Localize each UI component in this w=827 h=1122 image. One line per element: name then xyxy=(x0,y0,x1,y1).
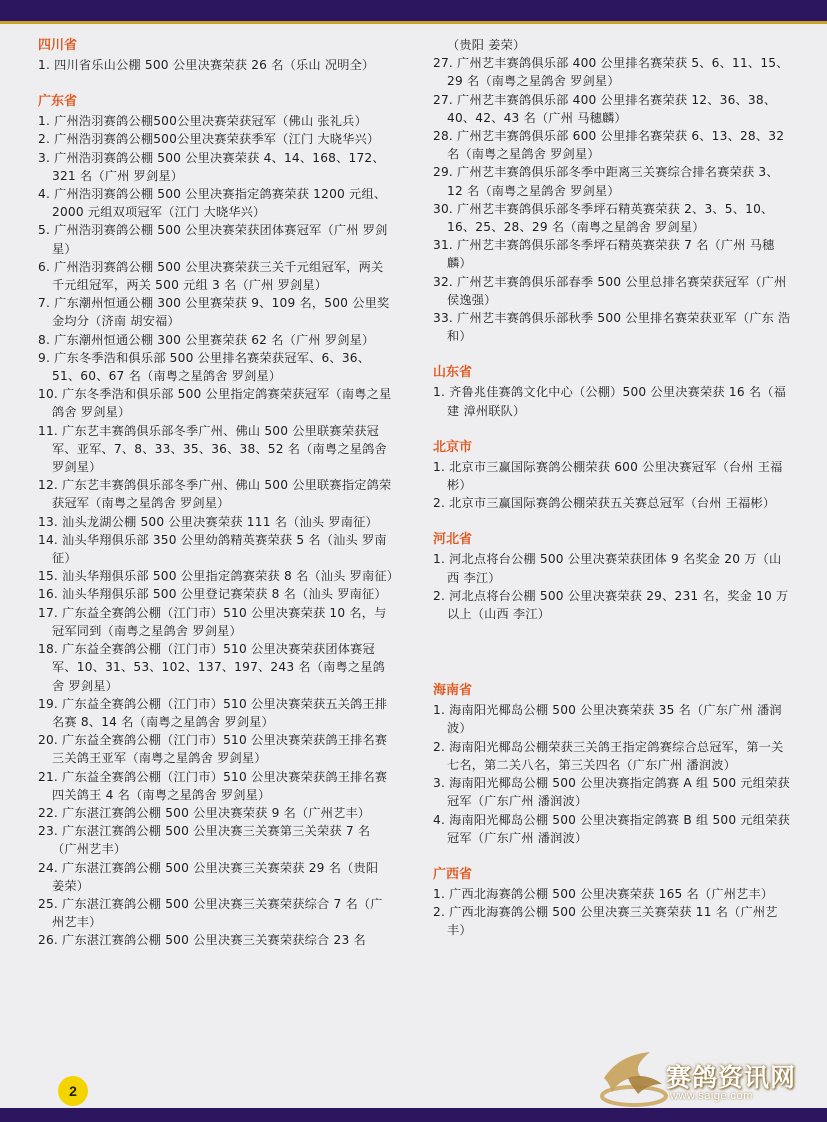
section-guangxi xyxy=(433,865,791,940)
award-item: 4. 海南阳光椰岛公棚 500 公里决赛指定鸽赛 B 组 500 元组荣获冠军（广东广州 潘润波） xyxy=(433,812,790,845)
award-item: 2. 海南阳光椰岛公棚荣获三关鸽王指定鸽赛综合总冠军，第一关七名，第二关八名，第三关四名（广东广州 潘润波） xyxy=(433,739,784,772)
continuation-line: （贵阳 姜荣） xyxy=(447,38,526,52)
award-item: 22. 广东湛江赛鸽公棚 500 公里决赛荣获 9 名（广州艺丰） xyxy=(38,805,371,820)
right-column xyxy=(433,36,791,940)
award-item: 2. 广州浩羽赛鸽公棚500公里决赛荣获季军（江门 大晓华兴） xyxy=(38,132,380,147)
section-title: 北京市 xyxy=(433,439,473,455)
section-title: 山东省 xyxy=(433,365,473,381)
award-list xyxy=(433,550,791,623)
logo-url: www.saige.com xyxy=(670,1090,753,1102)
award-item: 4. 广州浩羽赛鸽公棚 500 公里决赛指定鸽赛荣获 1200 元组、2000 元组双项冠军（江门 大晓华兴） xyxy=(38,187,387,220)
award-list xyxy=(38,112,400,949)
award-item: 29. 广州艺丰赛鸽俱乐部冬季中距离三关赛综合排名赛荣获 3、12 名（南粤之星鸽舍 罗剑星） xyxy=(433,165,779,198)
award-item: 27. 广州艺丰赛鸽俱乐部 400 公里排名赛荣获 12、36、38、40、42、43 名（广州 马穗麟） xyxy=(433,92,777,125)
award-item: 9. 广东冬季浩和俱乐部 500 公里排名赛荣获冠军、6、36、51、60、67 名（南粤之星鸽舍 罗剑星） xyxy=(38,350,371,384)
award-list xyxy=(433,383,791,419)
section-title: 海南省 xyxy=(433,683,473,699)
section-gap xyxy=(38,74,394,92)
top-band-gold-stripe xyxy=(0,21,827,24)
award-item: 8. 广东潮州恒通公棚 300 公里赛荣获 62 名（广州 罗剑星） xyxy=(38,332,375,347)
section-gap xyxy=(433,847,791,865)
award-item: 1. 广州浩羽赛鸽公棚500公里决赛荣获冠军（佛山 张礼兵） xyxy=(38,114,367,129)
section-guangdong-continued xyxy=(433,54,791,345)
award-item: 15. 汕头华翔俱乐部 500 公里指定鸽赛荣获 8 名（汕头 罗南征） xyxy=(38,569,400,584)
award-item: 32. 广州艺丰赛鸽俱乐部春季 500 公里总排名赛荣获冠军（广州 侯逸强） xyxy=(433,274,787,307)
award-item: 1. 广西北海赛鸽公棚 500 公里决赛荣获 165 名（广州艺丰） xyxy=(433,886,774,901)
logo-name: 赛鸽资讯网 xyxy=(666,1063,797,1092)
site-logo xyxy=(598,1048,798,1110)
section-guangdong xyxy=(38,92,400,949)
award-item: 28. 广州艺丰赛鸽俱乐部 600 公里排名赛荣获 6、13、28、32 名（南粤之星鸽舍 罗剑星） xyxy=(433,129,785,162)
award-item: 5. 广州浩羽赛鸽公棚 500 公里决赛荣获团体赛冠军（广州 罗剑星） xyxy=(38,223,388,256)
award-list xyxy=(433,701,791,847)
award-item: 16. 汕头华翔俱乐部 500 公里登记赛荣获 8 名（汕头 罗南征） xyxy=(38,587,387,602)
award-item: 25. 广东湛江赛鸽公棚 500 公里决赛三关赛荣获综合 7 名（广州艺丰） xyxy=(38,896,383,930)
award-item: 1. 齐鲁兆佳赛鸽文化中心（公棚）500 公里决赛荣获 16 名（福建 漳州联队） xyxy=(433,385,787,418)
section-title: 广西省 xyxy=(433,866,473,882)
award-item: 13. 汕头龙湖公棚 500 公里决赛荣获 111 名（汕头 罗南征） xyxy=(38,514,378,529)
award-list xyxy=(433,54,791,345)
section-title: 广东省 xyxy=(38,94,78,110)
pigeon-logo-icon xyxy=(598,1048,672,1110)
section-gap xyxy=(433,512,791,530)
award-item: 20. 广东益全赛鸽公棚（江门市）510 公里决赛荣获鸽王排名赛三关鸽王亚军（南粤之星鸽舍 罗剑星） xyxy=(38,733,388,766)
award-item: 11. 广东艺丰赛鸽俱乐部冬季广州、佛山 500 公里联赛荣获冠军、亚军、7、8、33、35、36、38、52 名（南粤之星鸽舍 罗剑星） xyxy=(38,423,387,475)
section-shandong xyxy=(433,363,791,419)
section-title: 四川省 xyxy=(38,38,78,53)
award-item: 7. 广东潮州恒通公棚 300 公里赛荣获 9、109 名，500 公里奖金均分（济南 胡安福） xyxy=(38,296,390,329)
award-item: 26. 广东湛江赛鸽公棚 500 公里决赛三关赛荣获综合 23 名 xyxy=(38,933,366,948)
award-item: 12. 广东艺丰赛鸽俱乐部冬季广州、佛山 500 公里联赛指定鸽荣获冠军（南粤之星鸽舍 罗剑星） xyxy=(38,478,392,511)
section-hebei xyxy=(433,530,791,623)
award-item: 1. 海南阳光椰岛公棚 500 公里决赛荣获 35 名（广东广州 潘润波） xyxy=(433,703,782,736)
award-item: 24. 广东湛江赛鸽公棚 500 公里决赛三关赛荣获 29 名（贵阳 姜荣） xyxy=(38,860,379,893)
section-gap xyxy=(433,345,791,363)
section-gap-large xyxy=(433,623,791,681)
award-item: 2. 北京市三赢国际赛鸽公棚荣获五关赛总冠军（台州 王福彬） xyxy=(433,496,776,511)
award-item: 10. 广东冬季浩和俱乐部 500 公里指定鸽赛荣获冠军（南粤之星鸽舍 罗剑星） xyxy=(38,387,392,420)
section-beijing xyxy=(433,438,791,513)
section-sichuan xyxy=(38,36,394,74)
award-item: 33. 广州艺丰赛鸽俱乐部秋季 500 公里排名赛荣获亚军（广东 浩和） xyxy=(433,311,791,344)
award-item: 21. 广东益全赛鸽公棚（江门市）510 公里决赛荣获鸽王排名赛四关鸽王 4 名（南粤之星鸽舍 罗剑星） xyxy=(38,769,388,802)
page-number-badge: 2 xyxy=(58,1076,88,1106)
award-item: 1. 北京市三赢国际赛鸽公棚荣获 600 公里决赛冠军（台州 王福彬） xyxy=(433,459,783,493)
award-item: 2. 河北点将台公棚 500 公里决赛荣获 29、231 名，奖金 10 万以上（山西 李江） xyxy=(433,588,789,622)
award-item: 31. 广州艺丰赛鸽俱乐部冬季坪石精英赛荣获 7 名（广州 马穗麟） xyxy=(433,238,775,271)
award-item: 6. 广州浩羽赛鸽公棚 500 公里决赛荣获三关千元组冠军，两关千元组冠军，两关 500 元组 3 名（广州 罗剑星） xyxy=(38,259,384,293)
award-item: 19. 广东益全赛鸽公棚（江门市）510 公里决赛荣获五关鸽王排名赛 8、14 名（南粤之星鸽舍 罗剑星） xyxy=(38,696,388,729)
award-item: 3. 海南阳光椰岛公棚 500 公里决赛指定鸽赛 A 组 500 元组荣获冠军（广东广州 潘润波） xyxy=(433,776,790,809)
award-list xyxy=(433,458,791,513)
award-item: 1. 四川省乐山公棚 500 公里决赛荣获 26 名（乐山 况明全） xyxy=(38,58,375,72)
award-item: 14. 汕头华翔俱乐部 350 公里幼鸽精英赛荣获 5 名（汕头 罗南征） xyxy=(38,532,387,566)
left-column xyxy=(38,36,400,950)
award-item: 1. 河北点将台公棚 500 公里决赛荣获团体 9 名奖金 20 万（山西 李江） xyxy=(433,552,782,585)
section-gap xyxy=(433,420,791,438)
award-item: 27. 广州艺丰赛鸽俱乐部 400 公里排名赛荣获 5、6、11、15、29 名（南粤之星鸽舍 罗剑星） xyxy=(433,56,789,89)
top-band xyxy=(0,0,827,24)
section-hainan xyxy=(433,681,791,847)
award-list xyxy=(38,56,394,74)
award-item: 2. 广西北海赛鸽公棚 500 公里决赛三关赛荣获 11 名（广州艺丰） xyxy=(433,905,778,938)
award-item: 18. 广东益全赛鸽公棚（江门市）510 公里决赛荣获团体赛冠军、10、31、53、102、137、197、243 名（南粤之星鸽舍 罗剑星） xyxy=(38,642,386,693)
award-item: 23. 广东湛江赛鸽公棚 500 公里决赛三关赛第三关荣获 7 名（广州艺丰） xyxy=(38,824,371,857)
award-item: 17. 广东益全赛鸽公棚（江门市）510 公里决赛荣获 10 名，与冠军同到（南粤之星鸽舍 罗剑星） xyxy=(38,605,387,638)
section-title: 河北省 xyxy=(433,532,473,548)
continuation-list xyxy=(433,36,791,54)
bottom-band xyxy=(0,1108,827,1122)
award-item: 3. 广州浩羽赛鸽公棚 500 公里决赛荣获 4、14、168、172、321 名（广州 罗剑星） xyxy=(38,150,385,183)
award-list xyxy=(433,885,791,940)
award-item: 30. 广州艺丰赛鸽俱乐部冬季坪石精英赛荣获 2、3、5、10、16、25、28、29 名（南粤之星鸽舍 罗剑星） xyxy=(433,201,774,235)
